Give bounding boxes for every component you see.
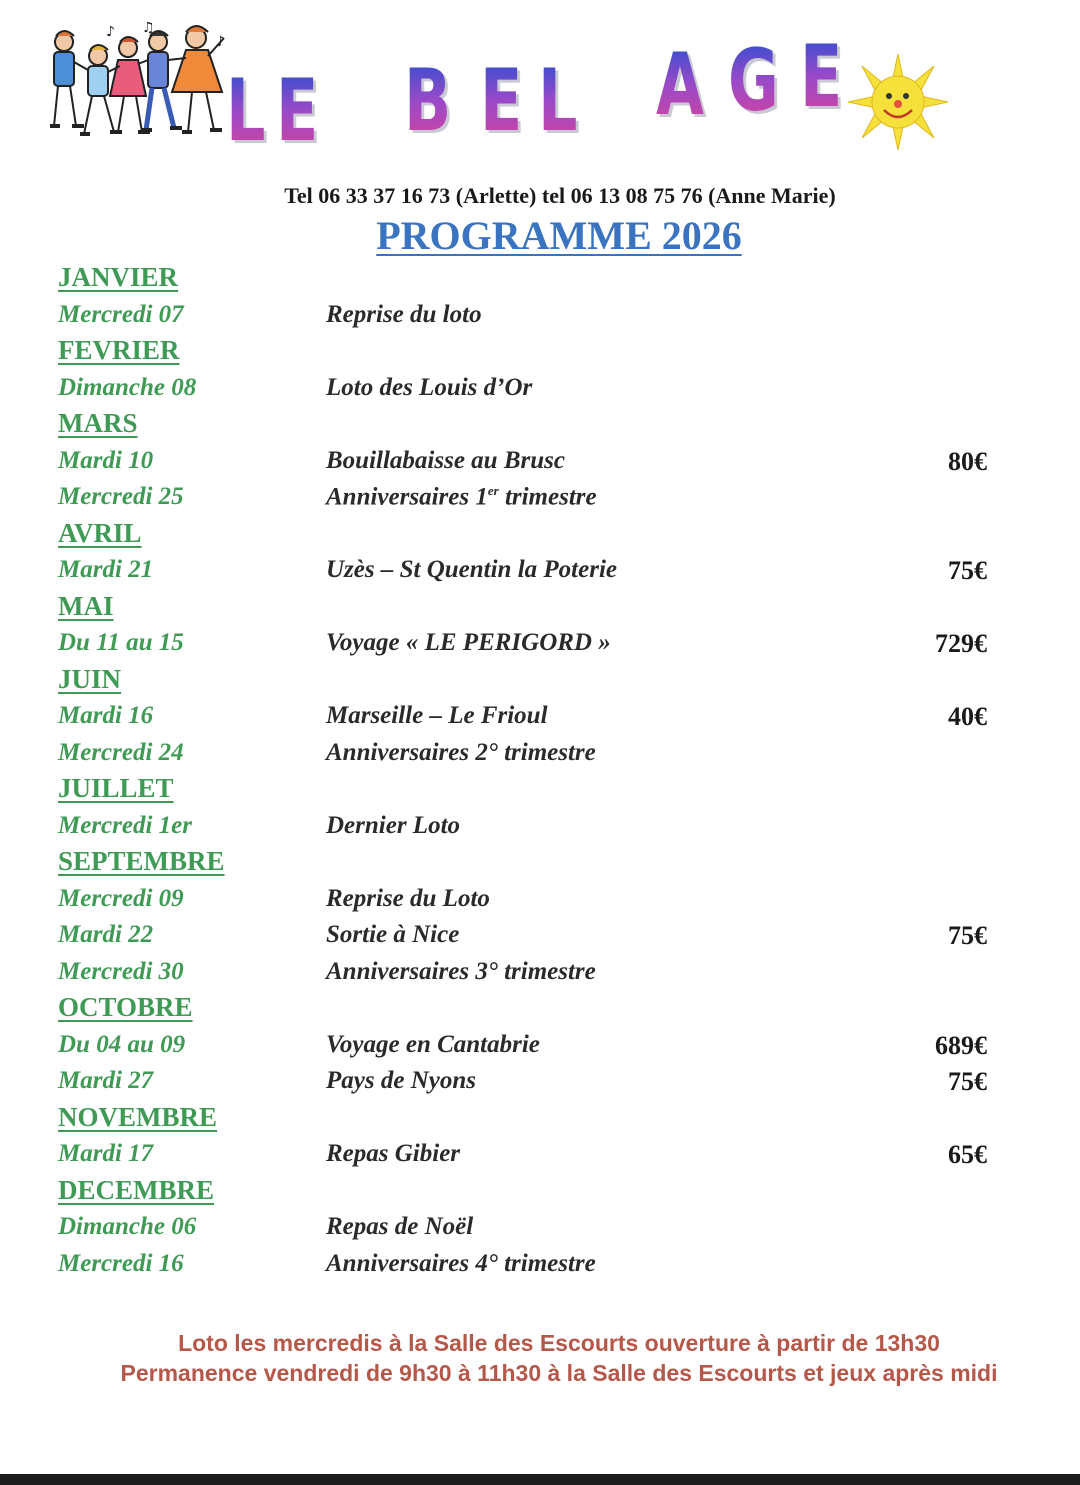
- month-row: [0, 1175, 1080, 1209]
- month-row: [0, 518, 1080, 552]
- event-activity: Anniversaires 4° trimestre: [326, 1249, 596, 1277]
- event-activity: Marseille – Le Frioul: [326, 702, 548, 729]
- event-row: [0, 1031, 1080, 1065]
- event-activity: Loto des Louis d’Or: [326, 373, 533, 401]
- month-row: [0, 591, 1080, 625]
- event-date: Mardi 27: [58, 1067, 154, 1094]
- event-row: [0, 1213, 1080, 1247]
- event-activity: Sortie à Nice: [326, 921, 460, 948]
- event-row: [0, 1250, 1080, 1284]
- event-row: [0, 301, 1080, 335]
- event-price: 40€: [948, 702, 987, 731]
- title-letter-l2: L: [538, 51, 578, 151]
- event-date: Mercredi 30: [58, 957, 184, 985]
- header: [0, 0, 1080, 175]
- event-date: Du 11 au 15: [58, 629, 184, 656]
- event-activity: Repas Gibier: [326, 1140, 461, 1167]
- month-heading: OCTOBRE: [58, 992, 193, 1022]
- month-heading: JUILLET: [58, 773, 174, 803]
- event-date: Mercredi 24: [58, 738, 184, 766]
- event-activity: Reprise du loto: [326, 300, 482, 328]
- month-heading: MARS: [58, 408, 138, 438]
- event-date: Du 04 au 09: [58, 1030, 186, 1058]
- event-row: [0, 739, 1080, 773]
- event-row: [0, 556, 1080, 590]
- event-price: 689€: [935, 1030, 987, 1060]
- event-activity: Reprise du Loto: [326, 884, 490, 912]
- event-date: Dimanche 06: [58, 1213, 197, 1240]
- event-date: Mercredi 1er: [58, 811, 192, 839]
- event-date: Mercredi 16: [58, 1249, 184, 1277]
- month-heading: NOVEMBRE: [58, 1101, 218, 1132]
- title-letter-g: G: [728, 31, 779, 131]
- month-row: [0, 408, 1080, 442]
- svg-text:♫: ♫: [142, 22, 155, 36]
- event-price: 65€: [948, 1140, 987, 1169]
- event-price: 729€: [935, 629, 987, 658]
- event-activity: Dernier Loto: [326, 811, 461, 839]
- month-row: [0, 773, 1080, 807]
- svg-text:♪: ♪: [216, 34, 225, 50]
- event-row: [0, 702, 1080, 736]
- event-price: 75€: [948, 556, 987, 585]
- event-row: [0, 1140, 1080, 1174]
- svg-text:♪: ♪: [106, 24, 115, 40]
- event-price: 80€: [948, 446, 987, 476]
- month-heading: JANVIER: [58, 262, 179, 292]
- programme-title: [0, 212, 1080, 259]
- event-activity: Bouillabaisse au Brusc: [326, 446, 565, 474]
- title-letter-l: L: [226, 61, 266, 161]
- event-activity: Pays de Nyons: [326, 1067, 476, 1094]
- title-letter-e2: E: [480, 51, 523, 151]
- event-date: Dimanche 08: [58, 373, 197, 401]
- event-row: [0, 1067, 1080, 1101]
- programme-title-text: PROGRAMME 2026: [376, 213, 742, 258]
- event-row: [0, 447, 1080, 481]
- event-date: Mercredi 25: [58, 483, 184, 510]
- event-date: Mardi 21: [58, 556, 154, 583]
- month-row: [0, 1102, 1080, 1136]
- event-activity: Anniversaires 2° trimestre: [326, 738, 596, 766]
- month-heading: SEPTEMBRE: [58, 846, 225, 876]
- event-row: [0, 483, 1080, 517]
- title-letter-e: E: [276, 61, 319, 161]
- contact-phones: Tel 06 33 37 16 73 (Arlette) tel 06 13 08 75 76 (Anne Marie): [284, 183, 836, 208]
- title-letter-a: A: [656, 35, 704, 135]
- scan-edge: [0, 1474, 1080, 1485]
- month-heading: MAI: [58, 590, 114, 621]
- footer-permanence-info: Permanence vendredi de 9h30 à 11h30 à la Salle des Escourts et jeux après midi: [120, 1360, 998, 1386]
- event-activity: Voyage en Cantabrie: [326, 1030, 540, 1058]
- event-activity: Voyage « LE PERIGORD »: [326, 629, 611, 656]
- event-date: Mercredi 07: [58, 300, 184, 328]
- footer-loto-info: Loto les mercredis à la Salle des Escourts ouverture à partir de 13h30: [178, 1330, 940, 1356]
- event-row: [0, 374, 1080, 408]
- smiling-sun-icon: [846, 52, 950, 152]
- event-row: [0, 812, 1080, 846]
- event-activity: Anniversaires 3° trimestre: [326, 957, 596, 985]
- event-activity: Repas de Noël: [326, 1213, 474, 1240]
- event-row: [0, 921, 1080, 955]
- event-date: Mercredi 09: [58, 884, 184, 912]
- event-activity: Uzès – St Quentin la Poterie: [326, 556, 617, 583]
- event-date: Mardi 22: [58, 921, 154, 948]
- month-row: [0, 335, 1080, 369]
- month-heading: AVRIL: [58, 517, 142, 548]
- dancers-illustration: [46, 22, 232, 154]
- event-date: Mardi 17: [58, 1140, 154, 1167]
- event-price: 75€: [948, 1067, 987, 1096]
- title-letter-e3: E: [800, 27, 843, 127]
- month-heading: DECEMBRE: [58, 1174, 215, 1205]
- event-date: Mardi 10: [58, 446, 154, 474]
- month-row: [0, 664, 1080, 698]
- event-row: [0, 885, 1080, 919]
- title-letter-b: B: [404, 51, 452, 151]
- month-heading: FEVRIER: [58, 335, 180, 365]
- month-row: [0, 992, 1080, 1026]
- event-activity: Anniversaires 1er trimestre: [326, 483, 597, 511]
- month-row: [0, 262, 1080, 296]
- month-heading: JUIN: [58, 663, 122, 694]
- event-row: [0, 629, 1080, 663]
- month-row: [0, 846, 1080, 880]
- event-row: [0, 958, 1080, 992]
- event-date: Mardi 16: [58, 702, 154, 729]
- event-price: 75€: [948, 921, 987, 950]
